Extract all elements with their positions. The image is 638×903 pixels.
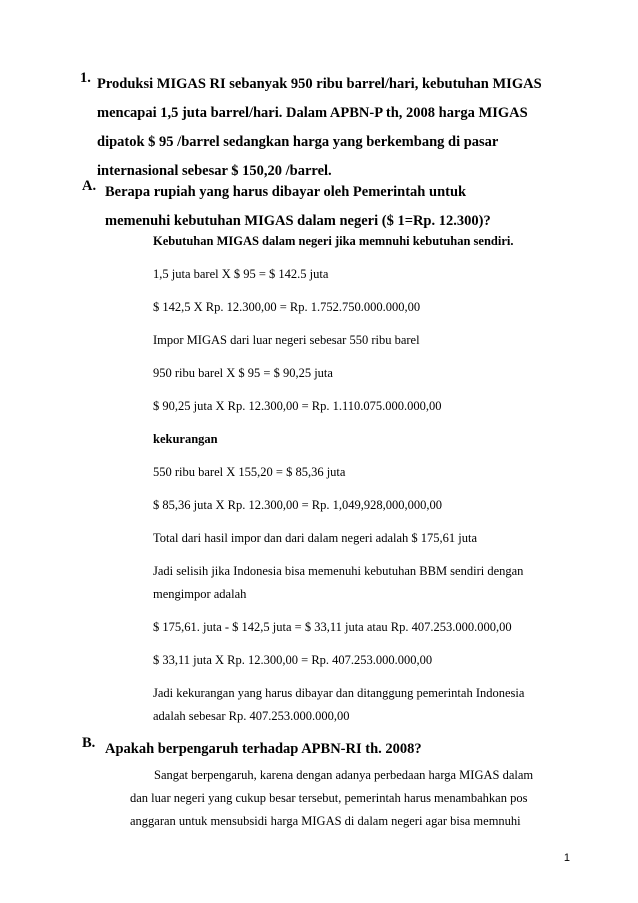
answer-line: anggaran untuk mensubsidi harga MIGAS di dalam negeri agar bisa memnuhi: [130, 814, 521, 828]
sub-question-text: [105, 735, 565, 764]
sub-question-line: Apakah berpengaruh terhadap APBN-RI th. 2008?: [105, 741, 422, 757]
sub-question-letter: B.: [82, 735, 96, 751]
answer-line: 550 ribu barel X 155,20 = $ 85,36 juta: [153, 465, 346, 479]
sub-question-line: memenuhi kebutuhan MIGAS dalam negeri ($ 1=Rp. 12.300)?: [105, 213, 491, 229]
answer-line: kekurangan: [153, 432, 218, 446]
question-line: Produksi MIGAS RI sebanyak 950 ribu barrel/hari, kebutuhan MIGAS: [97, 76, 542, 92]
answer-line: $ 33,11 juta X Rp. 12.300,00 = Rp. 407.253.000.000,00: [153, 653, 433, 667]
answer-line: dan luar negeri yang cukup besar tersebut, pemerintah harus menambahkan pos: [130, 791, 528, 805]
answer-paragraph-b: [130, 764, 550, 833]
answer-line: $ 175,61. juta - $ 142,5 juta = $ 33,11 juta atau Rp. 407.253.000.000,00: [153, 620, 512, 634]
answer-line: $ 90,25 juta X Rp. 12.300,00 = Rp. 1.110.075.000.000,00: [153, 399, 442, 413]
question-text: [97, 70, 572, 186]
answer-line: Jadi selisih jika Indonesia bisa memenuhi kebutuhan BBM sendiri dengan: [153, 564, 524, 578]
answer-line: Total dari hasil impor dan dari dalam negeri adalah $ 175,61 juta: [153, 531, 478, 545]
question-number: 1.: [80, 70, 91, 86]
answer-line: Impor MIGAS dari luar negeri sebesar 550 ribu barel: [153, 333, 420, 347]
answer-line: $ 85,36 juta X Rp. 12.300,00 = Rp. 1,049,928,000,000,00: [153, 498, 442, 512]
answer-line: Kebutuhan MIGAS dalam negeri jika memnuhi kebutuhan sendiri.: [153, 234, 514, 248]
question-line: mencapai 1,5 juta barrel/hari. Dalam APBN-P th, 2008 harga MIGAS: [97, 105, 528, 121]
answer-line: 1,5 juta barel X $ 95 = $ 142.5 juta: [153, 267, 329, 281]
sub-question-text: [105, 178, 565, 236]
answer-line: $ 142,5 X Rp. 12.300,00 = Rp. 1.752.750.000.000,00: [153, 300, 421, 314]
answer-line: adalah sebesar Rp. 407.253.000.000,00: [153, 709, 350, 723]
question-line: internasional sebesar $ 150,20 /barrel.: [97, 163, 332, 179]
question-line: dipatok $ 95 /barrel sedangkan harga yang berkembang di pasar: [97, 134, 499, 150]
sub-question-letter: A.: [82, 178, 97, 194]
answer-line: Sangat berpengaruh, karena dengan adanya perbedaan harga MIGAS dalam: [154, 768, 534, 782]
answer-line: 950 ribu barel X $ 95 = $ 90,25 juta: [153, 366, 333, 380]
answer-line: mengimpor adalah: [153, 587, 247, 601]
sub-question-line: Berapa rupiah yang harus dibayar oleh Pemerintah untuk: [105, 184, 467, 200]
answer-line: Jadi kekurangan yang harus dibayar dan ditanggung pemerintah Indonesia: [153, 686, 525, 700]
page-number: 1: [563, 852, 570, 864]
